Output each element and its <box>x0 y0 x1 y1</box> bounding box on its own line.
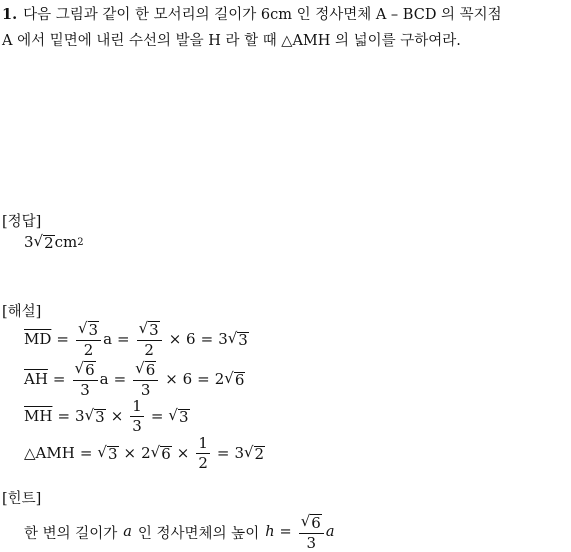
answer-label: [정답] <box>2 214 42 230</box>
solution-md-line: $\overline{MD}$ = √ 3 2 a = √ 3 2 × 6 = 3 √ 3 <box>24 319 248 359</box>
answer-radicand: 2 <box>44 234 54 252</box>
answer-coef: 3 <box>24 233 34 251</box>
problem-line-1 <box>2 3 502 24</box>
area-frac: $\frac{1}{2}$ <box>198 434 208 472</box>
ah-frac-1: √ 6 3 <box>73 360 98 398</box>
solution-mh-line: $\overline{MH}$ = 3 √ 3 × $\frac{1}{3}$ = √ 3 <box>24 397 189 435</box>
mh-frac: $\frac{1}{3}$ <box>132 397 142 435</box>
ah-frac-2: √ 6 3 <box>133 360 158 398</box>
md-frac-2: √ 3 2 <box>137 320 162 358</box>
problem-text-2: A 에서 밑면에 내린 수선의 발을 H 라 할 때 △AMH 의 넓이를 구하여라. <box>2 33 461 49</box>
md-frac-1: √ 3 2 <box>76 320 101 358</box>
solution-ah-line: $\overline{AH}$ = √ 6 3 a = √ 6 3 × 6 = 2 √ 6 <box>24 359 245 399</box>
answer-unit-exp: 2 <box>77 236 84 248</box>
answer-value <box>24 234 84 251</box>
problem-text-1: 다음 그림과 같이 한 모서리의 길이가 6cm 인 정사면체 A – BCD 의 꼭지점 <box>23 7 502 23</box>
answer-unit: cm <box>54 233 78 251</box>
hint-label: [힌트] <box>2 491 42 507</box>
hint-text-line: 한 변의 길이가 a 인 정사면체의 높이 h = √ 6 3 a <box>24 512 335 552</box>
problem-line-2 <box>2 29 461 50</box>
hint-frac: √ 6 3 <box>299 513 324 551</box>
solution-area-line: △AMH = √ 3 × 2 √ 6 × $\frac{1}{2}$ = 3 √ 2 <box>24 434 265 472</box>
segment-md: $\overline{MD}$ <box>24 329 52 348</box>
triangle-amh: △AMH <box>24 443 75 462</box>
segment-ah: $\overline{AH}$ <box>24 369 48 388</box>
problem-number: 1. <box>2 6 18 23</box>
answer-sqrt: √ 2 <box>33 232 54 252</box>
solution-label: [해설] <box>2 304 42 320</box>
segment-mh: $\overline{MH}$ <box>24 406 53 425</box>
